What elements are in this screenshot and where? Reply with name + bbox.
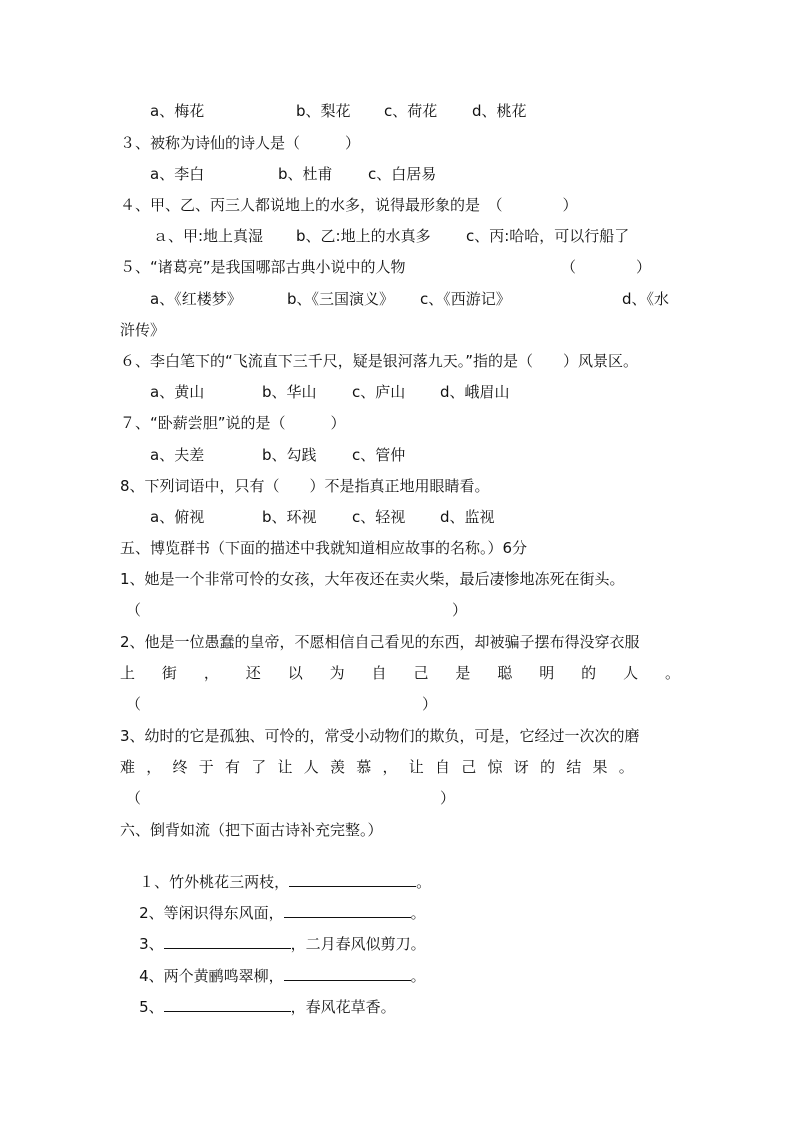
s6-item2: 2、等闲识得东风面， 。 — [139, 904, 426, 922]
s5-item3-text: 3、幼时的它是孤独、可怜的，常受小动物们的欺负，可是，它经过一次次的磨 — [120, 727, 640, 745]
s6-item4: 4、两个黄鹂鸣翠柳， 。 — [139, 967, 426, 985]
q4-option-b: b、乙:地上的水真多 — [296, 227, 431, 245]
q5-option-d: d、《水 — [622, 290, 670, 308]
q4-option-c: c、丙:哈哈，可以行船了 — [466, 227, 630, 245]
s5-item1-paren-close: ） — [452, 601, 468, 619]
s5-item3-line2: 难 ， 终 于 有 了 让 人 羡 慕 ， 让 自 己 惊 讶 的 结 果 。 — [120, 758, 634, 776]
s6-item5-blank[interactable] — [164, 996, 291, 1012]
s5-item2-line2: 上 街 ， 还 以 为 自 己 是 聪 明 的 人 。 — [120, 664, 680, 682]
q2-option-b: b、梨花 — [296, 102, 351, 120]
q6-option-c: c、庐山 — [352, 383, 406, 401]
q2-option-a: a、梅花 — [150, 102, 205, 120]
q6-option-d: d、峨眉山 — [440, 383, 510, 401]
s5-item2-paren-open: （ — [126, 695, 142, 713]
q6-question: ６、李白笔下的“飞流直下三千尺，疑是银河落九天。”指的是（ ）风景区。 — [120, 352, 639, 370]
q8-option-c: c、轻视 — [352, 508, 406, 526]
q3-option-b: b、杜甫 — [278, 165, 333, 183]
q8-question: 8、下列词语中，只有（ ）不是指真正地用眼睛看。 — [120, 477, 490, 495]
q5-option-b: b、《三国演义》 — [287, 290, 395, 308]
q2-option-c: c、荷花 — [384, 102, 438, 120]
q5-option-a: a、《红楼梦》 — [150, 290, 242, 308]
q6-option-b: b、华山 — [262, 383, 317, 401]
q2-option-d: d、桃花 — [472, 102, 527, 120]
s5-item2-text: 2、他是一位愚蠢的皇帝，不愿相信自己看见的东西，却被骗子摆布得没穿衣服 — [120, 633, 640, 651]
q5-answer-paren: （ ） — [561, 258, 652, 276]
q3-option-a: a、李白 — [150, 165, 205, 183]
q5-question: ５、“诸葛亮”是我国哪部古典小说中的人物 — [120, 258, 406, 276]
q3-question: ３、被称为诗仙的诗人是（ ） — [120, 134, 361, 152]
q4-question: ４、甲、乙、丙三人都说地上的水多，说得最形象的是 （ ） — [120, 196, 578, 214]
section6-title: 六、倒背如流（把下面古诗补充完整。） — [120, 821, 383, 839]
q8-option-d: d、监视 — [440, 508, 495, 526]
q7-question: ７、“卧薪尝胆”说的是（ ） — [120, 414, 346, 432]
s6-item1: １、竹外桃花三两枝， 。 — [139, 873, 432, 891]
s5-item3-paren-open: （ — [126, 789, 142, 807]
section5-title: 五、博览群书（下面的描述中我就知道相应故事的名称。）6分 — [120, 539, 528, 557]
q7-option-a: a、夫差 — [150, 446, 205, 464]
q3-option-c: c、白居易 — [368, 165, 437, 183]
q5-option-d-wrap: 浒传》 — [120, 321, 166, 339]
s5-item1-text: 1、她是一个非常可怜的女孩，大年夜还在卖火柴，最后凄惨地冻死在街头。 — [120, 570, 625, 588]
s5-item1-paren-open: （ — [126, 601, 142, 619]
q4-option-a: ａ、甲:地上真湿 — [153, 227, 264, 245]
s5-item2-paren-close: ） — [422, 695, 438, 713]
s6-item5: 5、 ，春风花草香。 — [139, 998, 396, 1016]
q7-option-c: c、管仲 — [352, 446, 406, 464]
q7-option-b: b、勾践 — [262, 446, 317, 464]
s5-item3-paren-close: ） — [440, 789, 456, 807]
q6-option-a: a、黄山 — [150, 383, 205, 401]
q5-option-c: c、《西游记》 — [420, 290, 511, 308]
s6-item3: 3、 ，二月春风似剪刀。 — [139, 935, 426, 953]
q8-option-a: a、俯视 — [150, 508, 205, 526]
q8-option-b: b、环视 — [262, 508, 317, 526]
